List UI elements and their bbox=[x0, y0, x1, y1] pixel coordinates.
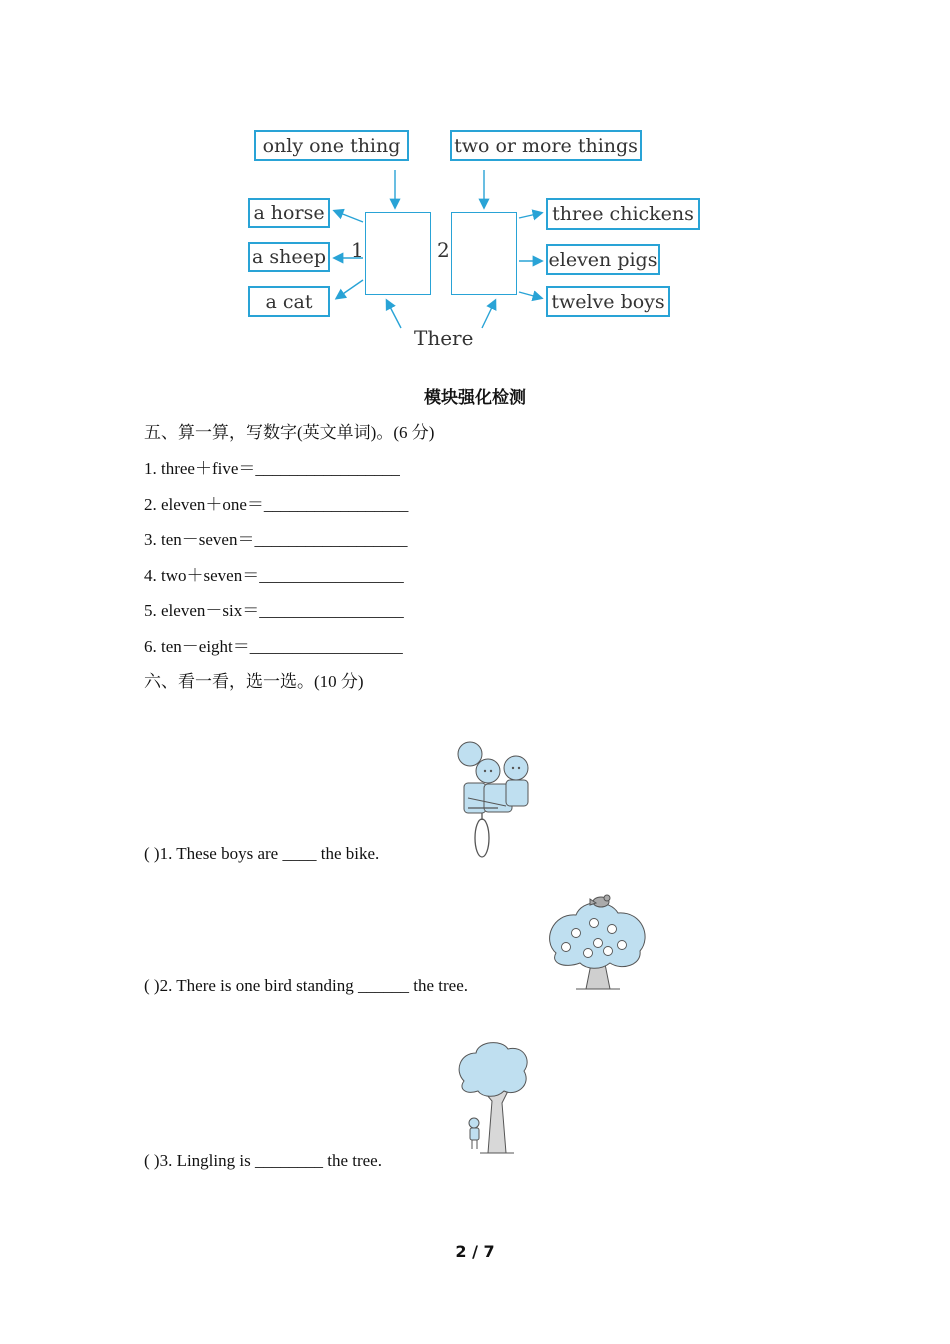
part5-heading: 五、算一算，写数字(英文单词)。(6 分) bbox=[144, 423, 435, 442]
slot-number-1: 1 bbox=[351, 238, 364, 262]
word-diagram bbox=[0, 0, 950, 370]
calc-item-2: 2. eleven＋one＝_________________ bbox=[144, 495, 409, 514]
arrow-to-cat bbox=[337, 280, 363, 298]
left-item-2: a sheep bbox=[248, 242, 330, 272]
question-1: ( )1. These boys are ____ the bike. bbox=[144, 844, 380, 863]
label-only-one-thing: only one thing bbox=[254, 130, 409, 161]
boys-on-bike-illustration bbox=[448, 738, 538, 860]
arrow-to-chickens bbox=[519, 213, 541, 218]
slot-number-2: 2 bbox=[437, 238, 450, 262]
label-two-or-more-things: two or more things bbox=[450, 130, 642, 161]
calc-item-6: 6. ten－eight＝__________________ bbox=[144, 637, 403, 656]
arrow-there-left bbox=[387, 301, 401, 328]
diagram-arrows bbox=[0, 0, 950, 370]
section-title: 模块强化检测 bbox=[424, 388, 526, 408]
there-word: There bbox=[414, 326, 474, 350]
calc-item-1: 1. three＋five＝_________________ bbox=[144, 459, 400, 478]
girl-under-tree-illustration bbox=[458, 1041, 530, 1159]
left-item-3: a cat bbox=[248, 286, 330, 317]
calc-item-3: 3. ten－seven＝__________________ bbox=[144, 530, 408, 549]
right-item-2: eleven pigs bbox=[546, 244, 660, 275]
arrow-there-right bbox=[482, 301, 495, 328]
part6-heading: 六、看一看，选一选。(10 分) bbox=[144, 672, 364, 691]
arrow-to-boys bbox=[519, 292, 541, 298]
calc-item-4: 4. two＋seven＝_________________ bbox=[144, 566, 404, 585]
left-item-1: a horse bbox=[248, 198, 330, 228]
page-number: 2 / 7 bbox=[455, 1242, 495, 1261]
right-item-3: twelve boys bbox=[546, 286, 670, 317]
arrow-to-horse bbox=[335, 211, 363, 222]
calc-item-5: 5. eleven－six＝_________________ bbox=[144, 601, 404, 620]
apple-tree-bird-illustration bbox=[546, 893, 650, 993]
question-2: ( )2. There is one bird standing ______ the tree. bbox=[144, 976, 469, 995]
right-item-1: three chickens bbox=[546, 198, 700, 230]
question-3: ( )3. Lingling is ________ the tree. bbox=[144, 1151, 382, 1170]
